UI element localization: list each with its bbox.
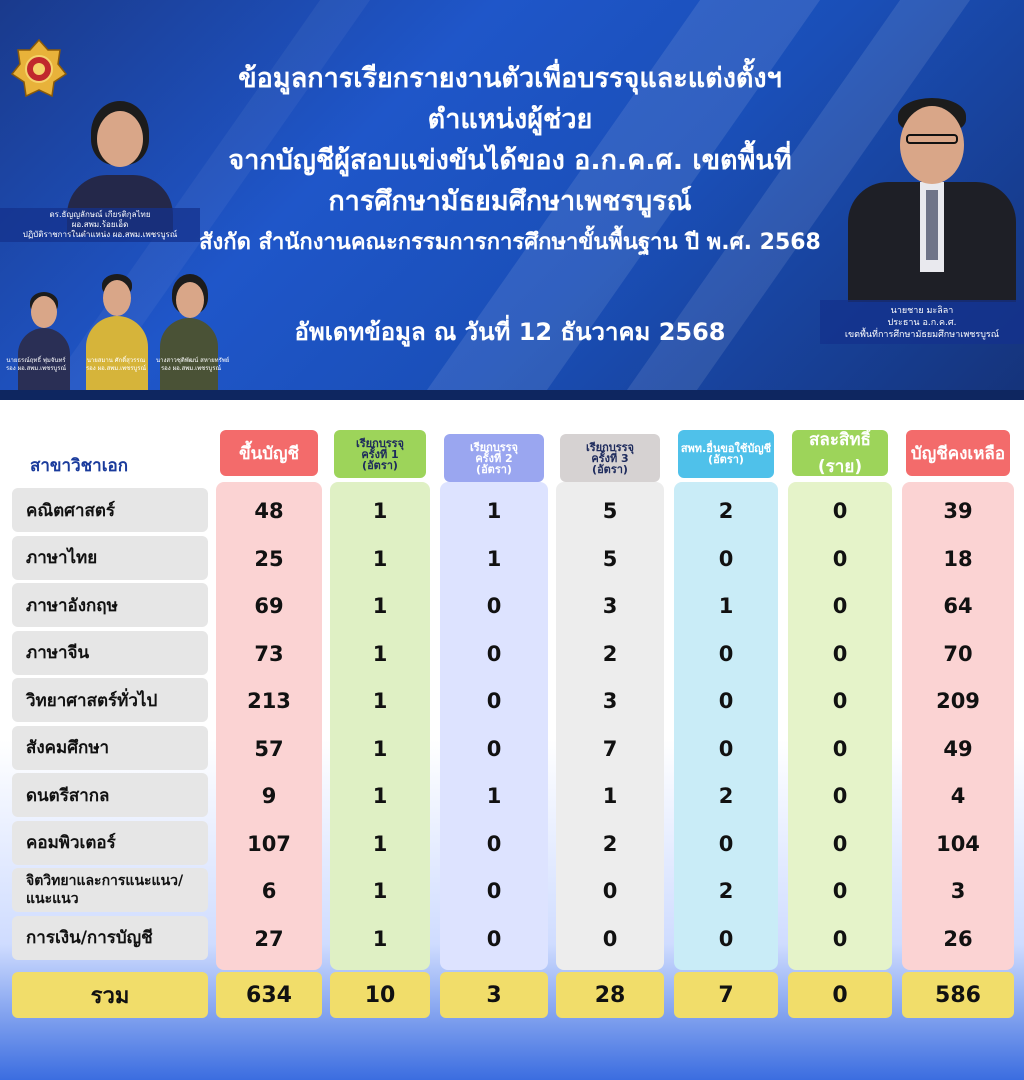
table-cell: 64 <box>943 594 973 618</box>
table-cell: 0 <box>832 594 848 618</box>
table-cell: 5 <box>602 499 618 523</box>
table-cell: 0 <box>486 594 502 618</box>
caption-line: นางสาวชุติพัฒน์ สหายทรัพย์ <box>156 357 230 364</box>
deputy-caption-1 <box>4 357 68 373</box>
table-cell: 1 <box>372 831 388 856</box>
column-header <box>444 434 544 482</box>
table-cell: 57 <box>254 736 284 761</box>
table-cell: 0 <box>718 926 734 951</box>
column-header <box>678 430 774 478</box>
column-header <box>906 430 1010 476</box>
row-subject-label: จิตวิทยาและการแนะแนว/ แนะแนว <box>12 868 208 912</box>
table-cell: 49 <box>943 736 973 761</box>
column-header <box>220 430 318 476</box>
column-header-line: บัญชีคงเหลือ <box>910 443 1006 464</box>
column-header-line: ขึ้นบัญชี <box>238 443 300 464</box>
table-cell: 2 <box>718 499 734 523</box>
total-cell: 586 <box>902 972 1014 1018</box>
table-cell: 0 <box>718 641 734 666</box>
table-cell: 0 <box>832 689 848 713</box>
table-cell: 0 <box>486 879 502 903</box>
caption-line: ดร.ธัญญลักษณ์ เกียรติกุลไทย <box>49 210 151 219</box>
total-label: รวม <box>12 972 208 1018</box>
table-cell: 107 <box>247 831 291 856</box>
table-cell: 2 <box>718 784 734 808</box>
table-cell: 26 <box>943 926 973 951</box>
table-cell: 209 <box>936 689 980 713</box>
table-cell: 7 <box>602 736 618 761</box>
table-cell: 0 <box>832 831 848 856</box>
table-cell: 1 <box>372 641 388 666</box>
table-cell: 3 <box>602 594 618 618</box>
column-header-line: เรียกบรรจุ <box>585 440 635 454</box>
total-cell: 634 <box>216 972 322 1018</box>
table-cell: 1 <box>372 879 388 903</box>
table-cell: 1 <box>372 689 388 713</box>
header-banner <box>0 0 1024 400</box>
deputy-caption-3 <box>156 357 230 373</box>
row-subject-label: การเงิน/การบัญชี <box>12 916 208 960</box>
row-subject-label: สังคมศึกษา <box>12 726 208 770</box>
table-cell: 27 <box>254 926 284 951</box>
update-date: อัพเดทข้อมูล ณ วันที่ 12 ธันวาคม 2568 <box>294 318 726 346</box>
caption-line: รอง ผอ.สพม.เพชรบูรณ์ <box>5 365 67 372</box>
column-header-line: (อัตรา) <box>476 462 512 476</box>
table-cell: 9 <box>261 784 277 808</box>
subject-column-header: สาขาวิชาเอก <box>30 456 129 476</box>
row-subject-label: คอมพิวเตอร์ <box>12 821 208 865</box>
column-header <box>334 430 426 478</box>
caption-line: รอง ผอ.สพม.เพชรบูรณ์ <box>85 365 147 372</box>
caption-line: รอง ผอ.สพม.เพชรบูรณ์ <box>160 365 222 372</box>
caption-line: นายชาย มะลิลา <box>890 306 954 316</box>
office-emblem-icon <box>8 38 70 100</box>
table-cell: 0 <box>718 689 734 713</box>
page-title-line: ตำแหน่งผู้ช่วย <box>427 104 593 135</box>
column-header-line: ครั้งที่ 1 <box>361 447 399 461</box>
caption-line: ผอ.สพม.ร้อยเอ็ด <box>71 220 129 229</box>
table-cell: 0 <box>832 641 848 666</box>
column-header <box>560 434 660 482</box>
table-cell: 1 <box>486 499 502 523</box>
table-cell: 1 <box>372 499 388 523</box>
table-cell: 25 <box>254 546 284 571</box>
table-cell: 6 <box>261 879 277 903</box>
table-cell: 213 <box>247 689 291 713</box>
column-header-line: สละสิทธิ์ (ราย) <box>809 430 871 477</box>
table-cell: 48 <box>254 499 284 523</box>
table-cell: 0 <box>602 926 618 951</box>
table-cell: 69 <box>254 594 284 618</box>
caption-line: นายธรณ์ฤทธิ์ พุ่มจันทร์ <box>6 357 66 364</box>
row-subject-label: ดนตรีสากล <box>12 773 208 817</box>
table-cell: 1 <box>718 594 734 618</box>
caption-line: เขตพื้นที่การศึกษามัธยมศึกษาเพชรบูรณ์ <box>844 330 1000 340</box>
table-cell: 0 <box>832 736 848 761</box>
table-cell: 2 <box>718 879 734 903</box>
table-cell: 0 <box>832 784 848 808</box>
caption-line: ปฏิบัติราชการในตำแหน่ง ผอ.สพม.เพชรบูรณ์ <box>22 230 178 239</box>
page-title-line: ข้อมูลการเรียกรายงานตัวเพื่อบรรจุและแต่งตั้งฯ <box>238 63 782 94</box>
total-cell: 10 <box>330 972 430 1018</box>
table-cell: 104 <box>936 831 980 856</box>
table-cell: 1 <box>486 546 502 571</box>
column-header <box>792 430 888 476</box>
table-cell: 2 <box>602 641 618 666</box>
table-cell: 5 <box>602 546 618 571</box>
table-cell: 1 <box>372 784 388 808</box>
table-cell: 70 <box>943 641 973 666</box>
table-cell: 0 <box>832 499 848 523</box>
table-cell: 0 <box>718 546 734 571</box>
table-cell: 1 <box>372 594 388 618</box>
table-cell: 2 <box>602 831 618 856</box>
column-header-line: สพท.อื่นขอใช้บัญชี <box>680 442 772 455</box>
row-subject-label: ภาษาอังกฤษ <box>12 583 208 627</box>
table-cell: 39 <box>943 499 973 523</box>
column-header-line: (อัตรา) <box>592 462 628 476</box>
table-cell: 0 <box>486 689 502 713</box>
table-cell: 0 <box>718 831 734 856</box>
column-header-line: (อัตรา) <box>708 453 744 466</box>
row-subject-label: ภาษาจีน <box>12 631 208 675</box>
row-subject-label: คณิตศาสตร์ <box>12 488 208 532</box>
table-cell: 1 <box>372 926 388 951</box>
deputy-photo-2 <box>82 272 152 400</box>
deputy-caption-2 <box>80 357 152 373</box>
caption-line: นายสมาน ศักดิ์สุวรรณ <box>86 357 146 364</box>
row-subject-label: วิทยาศาสตร์ทั่วไป <box>12 678 208 722</box>
table-cell: 0 <box>486 831 502 856</box>
table-cell: 0 <box>832 546 848 571</box>
caption-line: ประธาน อ.ก.ค.ศ. <box>887 318 957 328</box>
summary-table <box>0 400 1024 1080</box>
page-subtitle: สังกัด สำนักงานคณะกรรมการการศึกษาขั้นพื้นฐาน ปี พ.ศ. 2568 <box>199 230 821 255</box>
table-cell: 3 <box>950 879 966 903</box>
title-block <box>160 58 860 259</box>
page-title-line: จากบัญชีผู้สอบแข่งขันได้ของ อ.ก.ค.ศ. เขตพื้นที่ <box>228 145 792 176</box>
deputy-photo-1 <box>14 290 74 400</box>
total-cell: 7 <box>674 972 778 1018</box>
table-cell: 0 <box>832 879 848 903</box>
column-header-line: เรียกบรรจุ <box>469 440 519 454</box>
column-header-line: ครั้งที่ 2 <box>475 451 513 465</box>
table-cell: 18 <box>943 546 973 571</box>
table-cell: 3 <box>602 689 618 713</box>
table-cell: 73 <box>254 641 284 666</box>
header-bottom-bar <box>0 390 1024 400</box>
table-cell: 0 <box>486 641 502 666</box>
table-cell: 0 <box>832 926 848 951</box>
page-title-line: การศึกษามัธยมศึกษาเพชรบูรณ์ <box>328 186 692 217</box>
table-cell: 4 <box>950 784 966 808</box>
table-cell: 0 <box>602 879 618 903</box>
row-subject-label: ภาษาไทย <box>12 536 208 580</box>
column-header-line: (อัตรา) <box>362 458 398 472</box>
table-cell: 1 <box>602 784 618 808</box>
table-cell: 0 <box>486 926 502 951</box>
column-header-line: เรียกบรรจุ <box>355 436 405 450</box>
table-cell: 1 <box>372 736 388 761</box>
total-cell: 0 <box>788 972 892 1018</box>
table-cell: 1 <box>486 784 502 808</box>
chairman-photo <box>842 90 1022 302</box>
total-cell: 3 <box>440 972 548 1018</box>
column-header-line: ครั้งที่ 3 <box>591 451 629 465</box>
total-cell: 28 <box>556 972 664 1018</box>
table-cell: 0 <box>486 736 502 761</box>
table-cell: 1 <box>372 546 388 571</box>
table-cell: 0 <box>718 736 734 761</box>
